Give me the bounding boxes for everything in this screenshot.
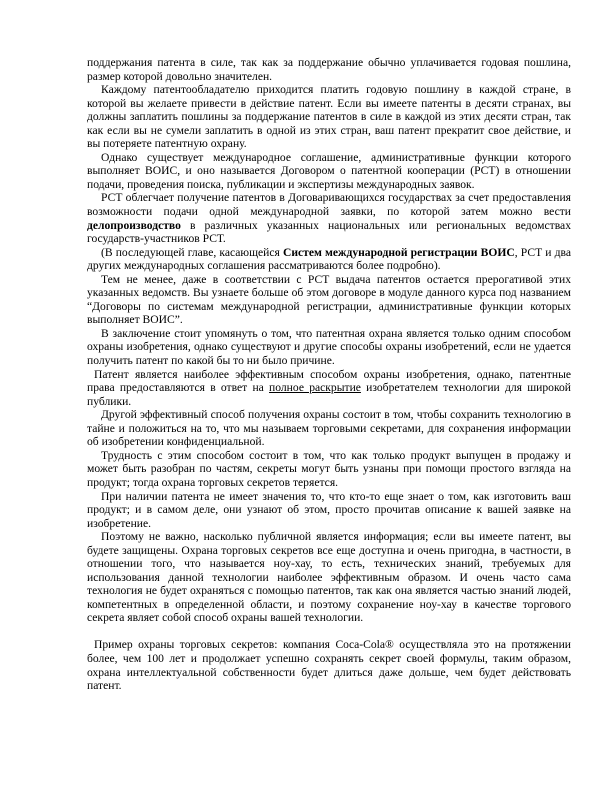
paragraph-2: Каждому патентообладателю приходится платить годовую пошлину в каждой стране, в которой вы желаете привести в действие патент. Если вы имеете патенты в десяти странах, вы должны заплатить пошлины за поддержание патентов в силе в каждой из этих десяти стран, так как если вы не сумели заплатить в одной из этих стран, ваш патент прекратит свое действие, и вы потеряете патентную охрану.	[87, 83, 571, 151]
paragraph-1: поддержания патента в силе, так как за поддержание обычно уплачивается годовая пошлина, размер которой довольно значителен.	[87, 56, 571, 83]
paragraph-8-text-b: изобретателем технологии для широкой публики.	[87, 381, 571, 408]
paragraph-4	[87, 191, 571, 245]
paragraph-5	[87, 246, 571, 273]
paragraph-5-text-a: (В последующей главе, касающейся	[101, 245, 283, 259]
paragraph-7: В заключение стоит упомянуть о том, что патентная охрана является только одним способом охраны изобретения, однако существуют и другие способы охраны изобретений, если не удается получить патент по какой бы то ни было причине.	[87, 326, 571, 368]
paragraph-8-underlined-term: полное раскрытие	[269, 381, 361, 395]
paragraph-6: Тем не менее, даже в соответствии с РСТ выдача патентов остается прерогативой этих указанных ведомств. Вы узнаете больше об этом договоре в модуле данного курса под названием “Договоры по системам международной регистрации, административные функции которых выполняет ВОИС”.	[87, 272, 571, 327]
document-page	[87, 56, 571, 693]
paragraph-4-text-a: РСТ облегчает получение патентов в Договаривающихся государствах за счет предоставления возможности подачи одной международной заявки, по которой затем можно вести	[87, 191, 571, 219]
paragraph-12: Поэтому не важно, насколько публичной является информация; если вы имеете патент, вы будете защищены. Охрана торговых секретов все еще доступна и очень пригодна, в частности, в отношении того, что называется ноу-хау, то есть, технических знаний, требуемых для использования данной технологии наиболее эффективным образом. И очень часто сама технология не будет охраняться с помощью патентов, так как она является частью знаний людей, компетентных в определенной области, и поэтому сохранение ноу-хау в качестве торгового секрета являет собой способ охраны вашей технологии.	[87, 530, 571, 625]
paragraph-10: Трудность с этим способом состоит в том, что как только продукт выпущен в продажу и может быть разобран по частям, секреты могут быть узнаны при помощи простого взгляда на продукт; тогда охрана торговых секретов теряется.	[87, 448, 571, 489]
paragraph-4-bold-term: делопроизводство	[87, 218, 181, 232]
paragraph-4-text-b: в различных указанных национальных или региональных ведомствах государств-участников РСТ.	[87, 218, 571, 246]
paragraph-5-text-b: , РСТ и два других международных соглашения рассматриваются более подробно).	[87, 245, 571, 273]
paragraph-8	[87, 368, 571, 409]
paragraph-11: При наличии патента не имеет значения то, что кто-то еще знает о том, как изготовить ваш продукт; и в самом деле, они узнают об этом, просто прочитав описание к вашей заявке на изобретение.	[87, 489, 571, 530]
paragraph-5-bold-term: Систем международной регистрации ВОИС	[282, 245, 515, 259]
paragraph-3: Однако существует международное соглашение, административные функции которого выполняет ВОИС, и оно называется Договором о патентной кооперации (РСТ) в отношении подачи, проведения поиска, публикации и экспертизы международных заявок.	[87, 150, 571, 191]
paragraph-9: Другой эффективный способ получения охраны состоит в том, чтобы сохранить технологию в тайне и положиться на то, что мы называем торговыми секретами, для сохранения информации об изобретении конфиденциальной.	[87, 408, 571, 449]
paragraph-8-text-a: Патент является наиболее эффективным способом охраны изобретения, однако, патентные права предоставляются в ответ на	[87, 367, 571, 395]
paragraph-13-example: Пример охраны торговых секретов: компания Coca-Cola® осуществляла это на протяжении более, чем 100 лет и продолжает успешно сохранять секрет своей формулы, таким образом, охрана интеллектуальной собственности будет длиться даже дольше, чем будет действовать патент.	[87, 638, 571, 693]
